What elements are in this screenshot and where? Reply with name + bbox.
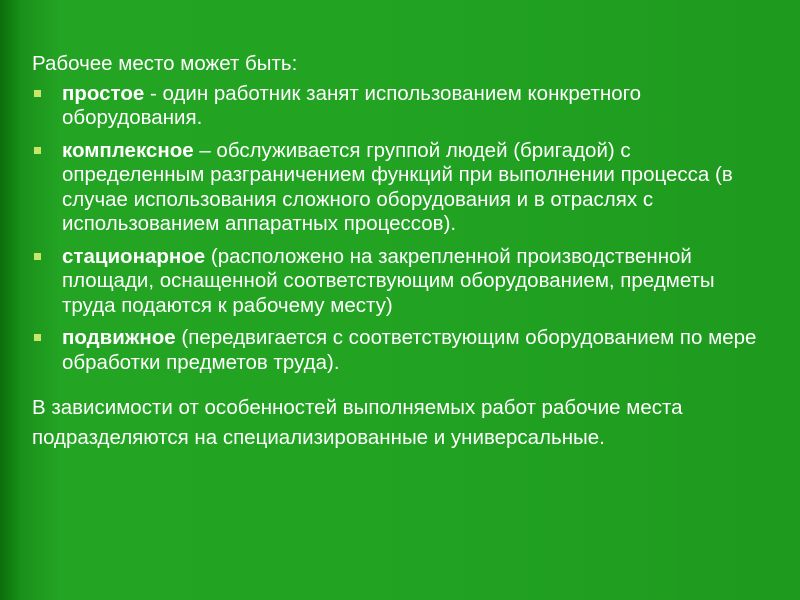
square-bullet-icon [34,253,41,260]
item-description: – обслуживается группой людей (бригадой) с определенным разграничением функций при выполнении процесса (в случае использования сложного оборудования и в отраслях с использованием аппаратных процессов). [62,138,733,235]
item-term: простое [62,81,145,105]
closing-text: В зависимости от особенностей выполняемых работ рабочие места подразделяются на специализированные и универсальные. [32,396,683,449]
square-bullet-icon [34,147,41,154]
list-item-stationary [32,245,772,319]
intro-text: Рабочее место может быть: [32,52,298,75]
item-term: подвижное [62,326,176,349]
slide-side-band [0,0,20,600]
item-description: - один работник занят использованием конкретного оборудования. [62,81,642,129]
bullet-list [32,82,772,376]
list-item-complex [32,139,772,237]
item-description: (передвигается с соответствующим оборудованием по мере обработки предметов труда). [62,326,757,374]
square-bullet-icon [34,90,41,97]
item-term: комплексное [62,138,194,162]
item-term: стационарное [62,244,206,268]
slide-content [32,52,772,474]
list-item-mobile [32,326,772,375]
square-bullet-icon [34,334,41,341]
list-item-simple [32,82,772,131]
item-description: (расположено на закрепленной производственной площади, оснащенной соответствующим оборудованием, предметы труда подаются к рабочему месту) [62,244,715,317]
